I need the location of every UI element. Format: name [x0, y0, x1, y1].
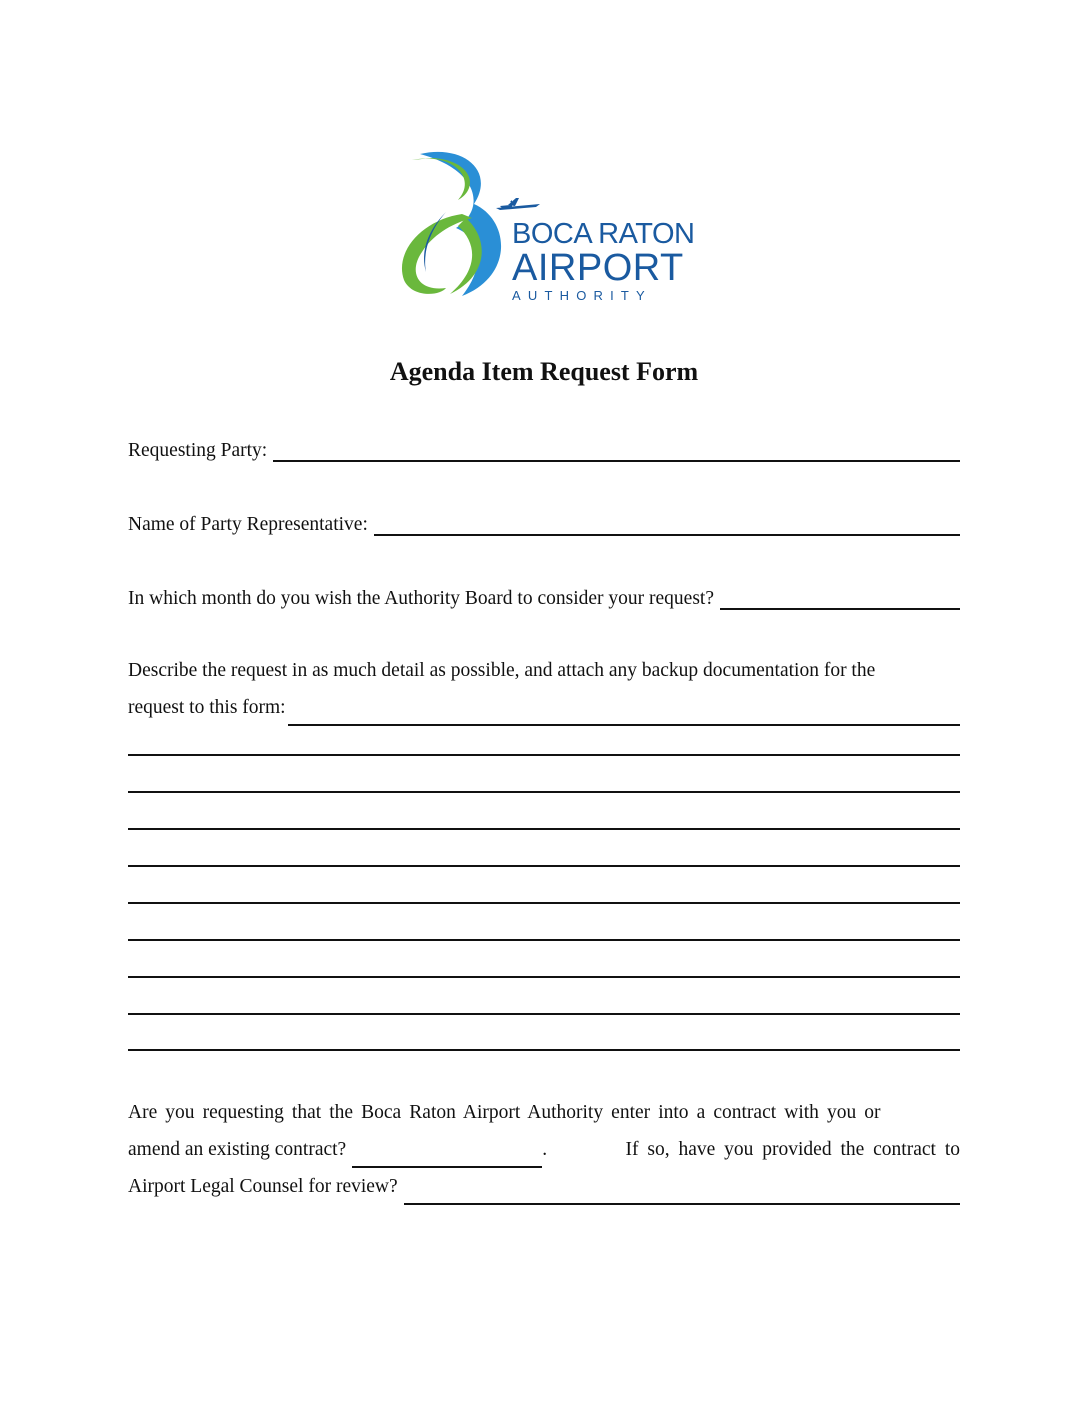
describe-row-1 [128, 652, 960, 689]
requesting-party-label: Requesting Party: [128, 440, 268, 461]
contract-period: . [542, 1139, 548, 1160]
contract-legal-question: If so, have you provided the contract to [625, 1139, 960, 1160]
contract-row-3 [128, 1168, 960, 1205]
month-row [128, 588, 960, 610]
contract-row-1 [128, 1094, 960, 1131]
describe-field-line-6[interactable] [128, 902, 960, 904]
requesting-party-row [128, 440, 960, 462]
logo-emblem-icon [392, 148, 512, 300]
contract-question-line1: Are you requesting that the Boca Raton Airport Authority enter into a contract with you or [128, 1102, 881, 1123]
logo-line-airport: AIRPORT [512, 247, 684, 289]
contract-row-2 [128, 1131, 960, 1168]
legal-counsel-label: Airport Legal Counsel for review? [128, 1176, 398, 1197]
logo-line-authority: AUTHORITY [512, 288, 652, 303]
describe-label-line1: Describe the request in as much detail as possible, and attach any backup documentation for the [128, 660, 876, 681]
contract-question-line2: amend an existing contract? [128, 1139, 347, 1160]
describe-field-line-5[interactable] [128, 865, 960, 867]
describe-field-line-10[interactable] [128, 1049, 960, 1051]
representative-label: Name of Party Representative: [128, 514, 368, 535]
contract-paragraph [128, 1094, 960, 1205]
describe-paragraph [128, 652, 960, 726]
representative-field[interactable] [374, 516, 960, 536]
describe-field-line-8[interactable] [128, 976, 960, 978]
representative-row [128, 514, 960, 536]
logo-wordmark [512, 220, 694, 302]
month-label: In which month do you wish the Authority Board to consider your request? [128, 588, 714, 609]
describe-label-line2: request to this form: [128, 697, 286, 718]
describe-field-line-2[interactable] [128, 754, 960, 756]
logo-line-boca-raton: BOCA RATON [512, 218, 695, 250]
describe-field-line-9[interactable] [128, 1013, 960, 1015]
describe-field-line-3[interactable] [128, 791, 960, 793]
describe-row-2 [128, 689, 960, 726]
legal-counsel-field[interactable] [404, 1185, 960, 1205]
form-title: Agenda Item Request Form [389, 357, 699, 386]
airplane-icon [494, 196, 544, 216]
contract-request-field[interactable] [352, 1148, 542, 1168]
describe-field-line-1[interactable] [288, 706, 960, 726]
month-field[interactable] [720, 590, 960, 610]
requesting-party-field[interactable] [273, 442, 960, 462]
describe-field-line-7[interactable] [128, 939, 960, 941]
boca-raton-airport-logo [392, 148, 695, 303]
describe-field-line-4[interactable] [128, 828, 960, 830]
